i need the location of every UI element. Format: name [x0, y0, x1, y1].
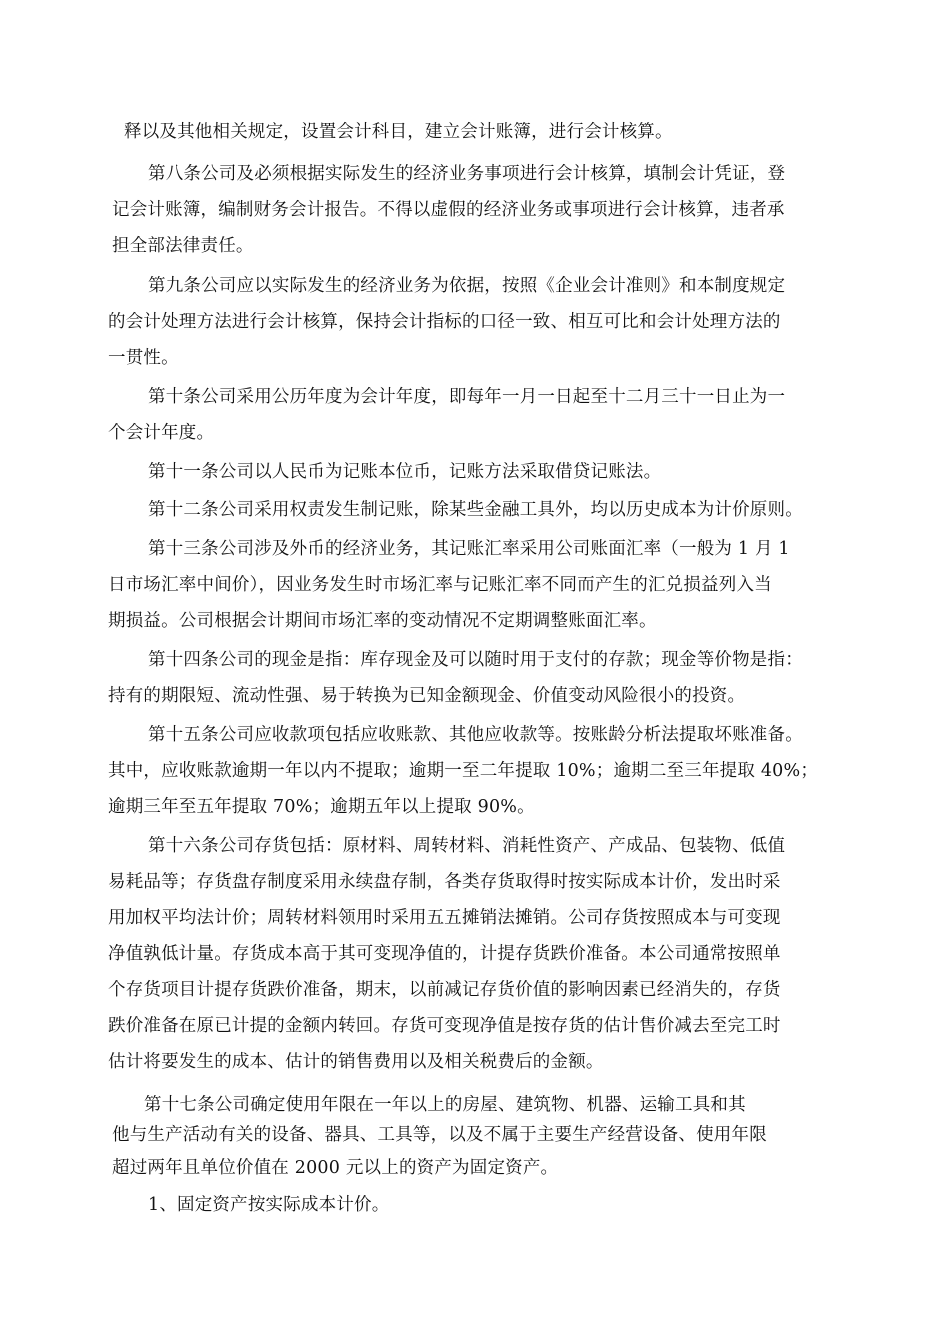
text-line: 第十七条公司确定使用年限在一年以上的房屋、建筑物、机器、运输工具和其	[144, 1095, 746, 1115]
text-line: 第十三条公司涉及外币的经济业务，其记账汇率采用公司账面汇率（一般为 1 月 1	[148, 539, 790, 559]
text-line: 跌价准备在原已计提的金额内转回。存货可变现净值是按存货的估计售价减去至完工时	[108, 1016, 781, 1036]
text-line: 超过两年且单位价值在 2000 元以上的资产为固定资产。	[112, 1158, 559, 1178]
text-line: 第十条公司采用公历年度为会计年度，即每年一月一日起至十二月三十一日止为一	[148, 387, 786, 407]
text-line: 他与生产活动有关的设备、器具、工具等，以及不属于主要生产经营设备、使用年限	[112, 1125, 767, 1145]
text-line: 日市场汇率中间价），因业务发生时市场汇率与记账汇率不同而产生的汇兑损益列入当	[108, 575, 772, 595]
text-line: 一贯性。	[108, 348, 179, 368]
text-line: 期损益。公司根据会计期间市场汇率的变动情况不定期调整账面汇率。	[108, 611, 657, 631]
text-line: 第九条公司应以实际发生的经济业务为依据，按照《企业会计准则》和本制度规定	[148, 276, 786, 296]
text-line: 1、固定资产按实际成本计价。	[148, 1195, 390, 1215]
text-line: 逾期三年至五年提取 70%；逾期五年以上提取 90%。	[108, 797, 535, 817]
text-line: 易耗品等；存货盘存制度采用永续盘存制，各类存货取得时按实际成本计价，发出时采	[108, 872, 781, 892]
text-line: 第十一条公司以人民币为记账本位币，记账方法采取借贷记账法。	[148, 462, 662, 482]
text-line: 的会计处理方法进行会计核算，保持会计指标的口径一致、相互可比和会计处理方法的	[108, 312, 781, 332]
text-line: 第十六条公司存货包括：原材料、周转材料、消耗性资产、产成品、包装物、低值	[148, 836, 786, 856]
text-line: 释以及其他相关规定，设置会计科目，建立会计账簿，进行会计核算。	[124, 122, 673, 142]
text-line: 其中，应收账款逾期一年以内不提取；逾期一至二年提取 10%；逾期二至三年提取 40%；	[108, 761, 819, 781]
text-line: 第十二条公司采用权责发生制记账，除某些金融工具外，均以历史成本为计价原则。	[148, 500, 803, 520]
text-line: 净值孰低计量。存货成本高于其可变现净值的，计提存货跌价准备。本公司通常按照单	[108, 944, 781, 964]
text-line: 个存货项目计提存货跌价准备，期末，以前减记存货价值的影响因素已经消失的，存货	[108, 980, 781, 1000]
text-line: 估计将要发生的成本、估计的销售费用以及相关税费后的金额。	[108, 1052, 604, 1072]
text-line: 第十五条公司应收款项包括应收账款、其他应收款等。按账龄分析法提取坏账准备。	[148, 725, 803, 745]
text-line: 记会计账簿，编制财务会计报告。不得以虚假的经济业务或事项进行会计核算，违者承	[112, 200, 785, 220]
text-line: 用加权平均法计价；周转材料领用时采用五五摊销法摊销。公司存货按照成本与可变现	[108, 908, 781, 928]
text-line: 第十四条公司的现金是指：库存现金及可以随时用于支付的存款；现金等价物是指：	[148, 650, 803, 670]
text-line: 第八条公司及必须根据实际发生的经济业务事项进行会计核算，填制会计凭证，登	[148, 164, 786, 184]
text-line: 个会计年度。	[108, 423, 215, 443]
text-line: 担全部法律责任。	[112, 236, 254, 256]
text-line: 持有的期限短、流动性强、易于转换为已知金额现金、价值变动风险很小的投资。	[108, 686, 746, 706]
